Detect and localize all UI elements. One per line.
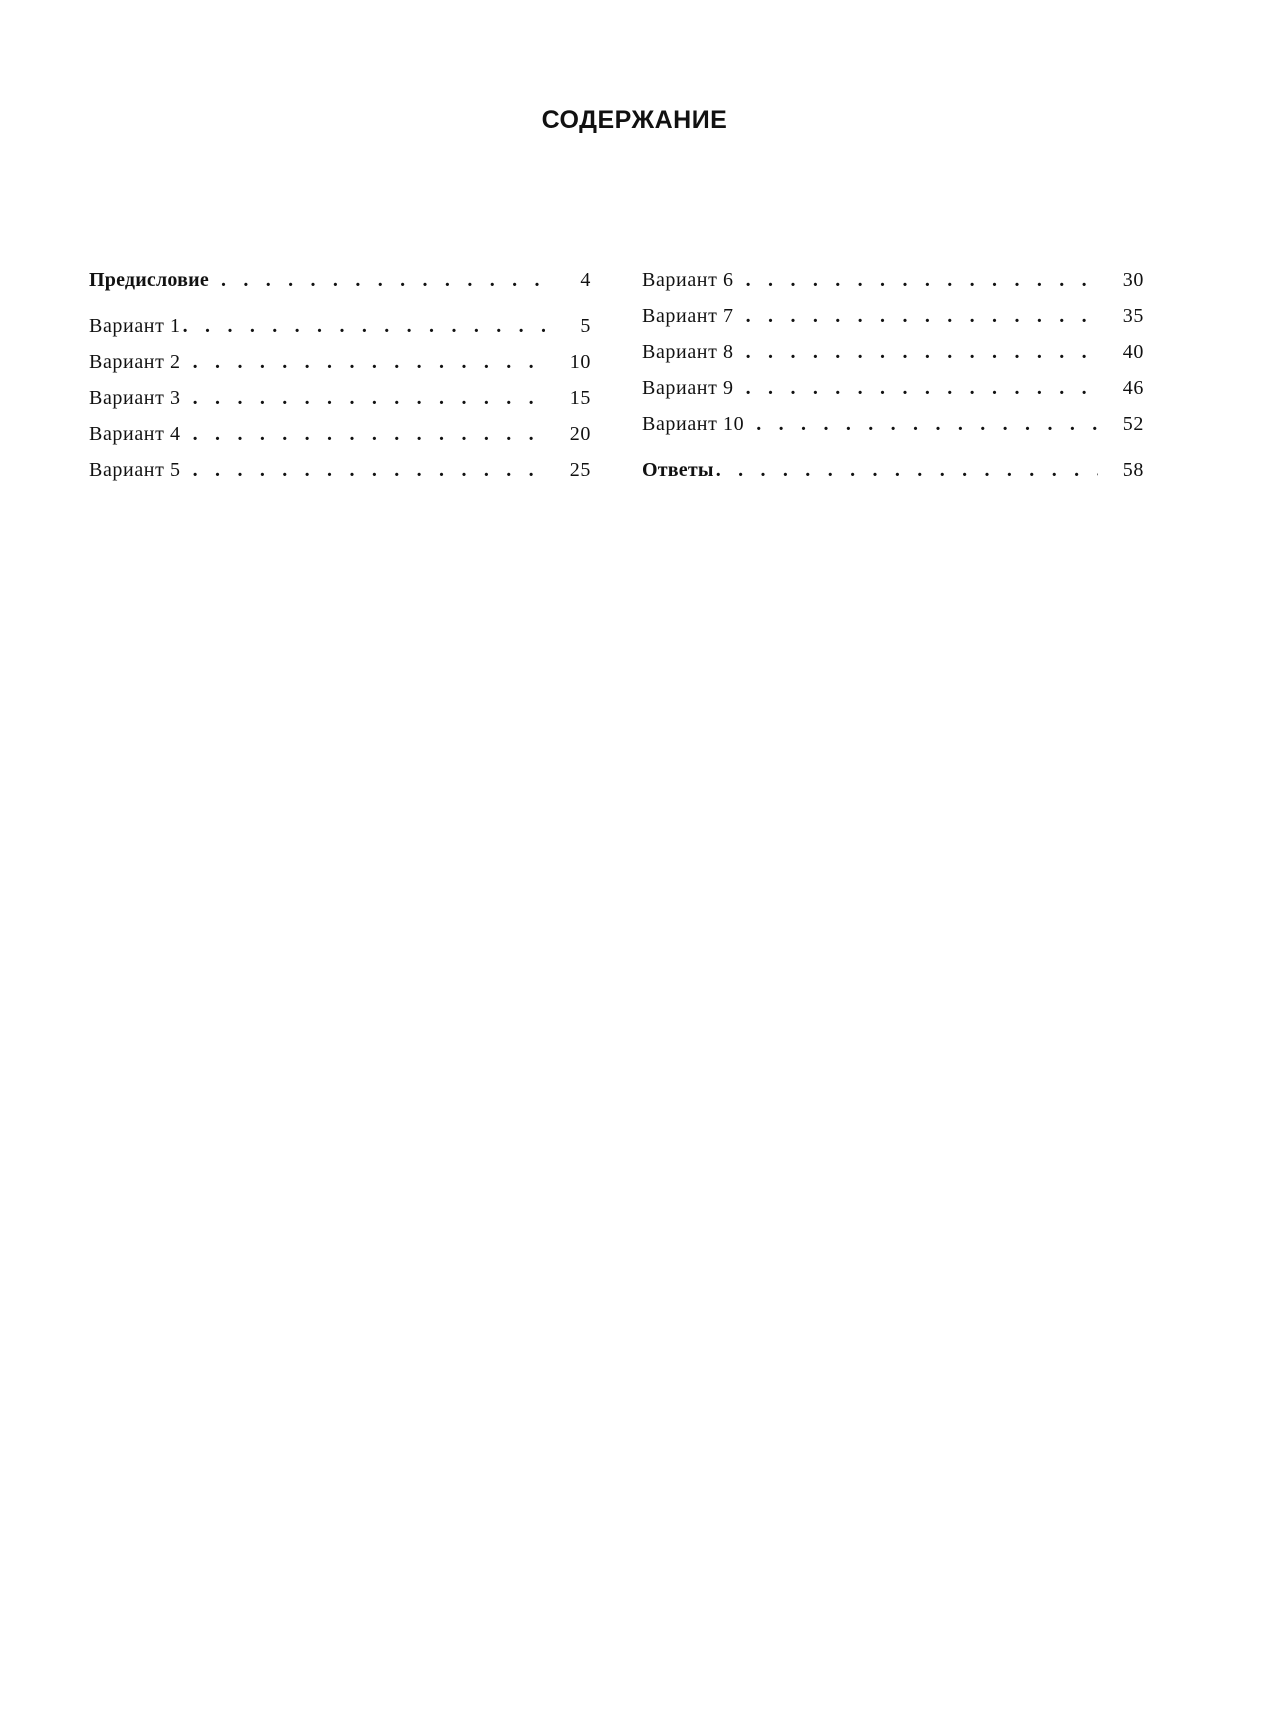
toc-entry-variant-10[interactable] — [642, 406, 1144, 442]
toc-entry-label: Предисловие — [89, 269, 209, 291]
toc-entry-label: Вариант 10 — [642, 413, 745, 435]
toc-entry-page: 46 — [1122, 377, 1144, 399]
toc-entry-label: Вариант 2 — [89, 351, 181, 373]
toc-entry-page: 25 — [569, 459, 591, 481]
toc-entry-label: Вариант 4 — [89, 423, 181, 445]
toc-entry-variant-9[interactable] — [642, 370, 1144, 406]
toc-entry-variant-8[interactable] — [642, 334, 1144, 370]
toc-entry-answers[interactable] — [642, 452, 1144, 488]
toc-dot-leader — [746, 334, 1098, 370]
toc-entry-variant-2[interactable] — [89, 344, 591, 380]
toc-entry-page: 40 — [1122, 341, 1144, 363]
toc-dot-leader — [221, 262, 545, 298]
toc-dot-leader — [746, 370, 1098, 406]
toc-entry-variant-3[interactable] — [89, 380, 591, 416]
toc-entry-label: Вариант 8 — [642, 341, 734, 363]
toc-entry-page: 15 — [569, 387, 591, 409]
toc-entry-label: Вариант 9 — [642, 377, 734, 399]
toc-entry-preface[interactable] — [89, 262, 591, 298]
toc-dot-leader — [193, 380, 545, 416]
toc-dot-leader — [183, 308, 545, 344]
toc-entry-variant-1[interactable] — [89, 308, 591, 344]
toc-entry-variant-5[interactable] — [89, 452, 591, 488]
toc-dot-leader — [756, 406, 1098, 442]
toc-entry-page: 35 — [1122, 305, 1144, 327]
toc-dot-leader — [193, 416, 545, 452]
toc-entry-label: Вариант 5 — [89, 459, 181, 481]
toc-entry-label: Ответы — [642, 459, 714, 481]
page-title: СОДЕРЖАНИЕ — [541, 106, 728, 134]
toc-entry-label: Вариант 3 — [89, 387, 181, 409]
toc-column-left — [89, 262, 591, 488]
toc-entry-page: 20 — [569, 423, 591, 445]
toc-entry-page: 58 — [1122, 459, 1144, 481]
toc-entry-label: Вариант 7 — [642, 305, 734, 327]
toc-column-right — [642, 262, 1144, 488]
toc-entry-page: 4 — [580, 269, 591, 291]
toc-entry-label: Вариант 6 — [642, 269, 734, 291]
toc-entry-page: 5 — [580, 315, 591, 337]
toc-entry-page: 10 — [569, 351, 591, 373]
toc-entry-page: 30 — [1122, 269, 1144, 291]
toc-entry-variant-6[interactable] — [642, 262, 1144, 298]
toc-dot-leader — [193, 344, 545, 380]
toc-entry-label: Вариант 1 — [89, 315, 181, 337]
toc-entry-variant-4[interactable] — [89, 416, 591, 452]
toc-entry-variant-7[interactable] — [642, 298, 1144, 334]
toc-dot-leader — [193, 452, 545, 488]
toc-dot-leader — [746, 298, 1098, 334]
toc-dot-leader — [716, 452, 1098, 488]
toc-entry-page: 52 — [1122, 413, 1144, 435]
toc-dot-leader — [746, 262, 1098, 298]
